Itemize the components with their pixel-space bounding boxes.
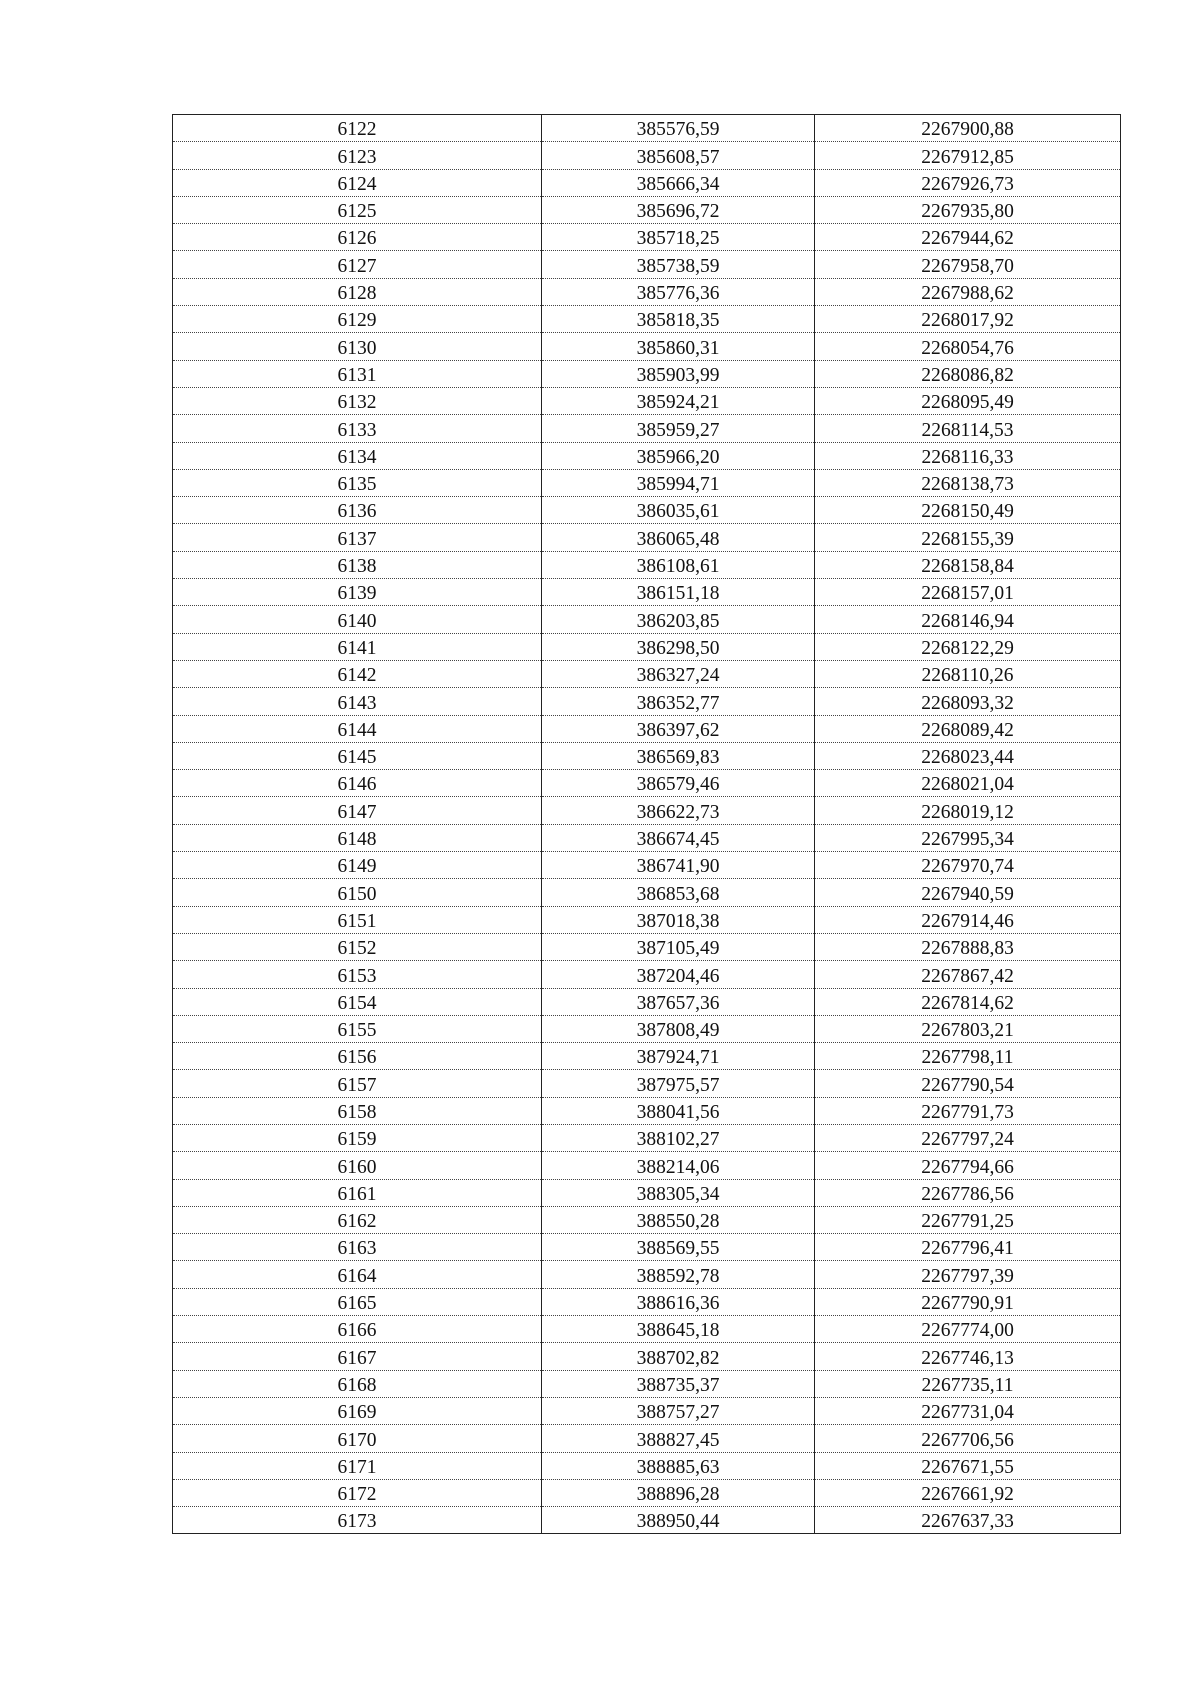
x-coordinate-cell: 386327,24 (542, 660, 815, 687)
x-coordinate-cell: 385860,31 (542, 333, 815, 360)
point-number-cell: 6146 (173, 770, 542, 797)
point-number-cell: 6138 (173, 551, 542, 578)
table-row (173, 442, 1121, 469)
table-row (173, 1425, 1121, 1452)
table-row (173, 824, 1121, 851)
table-row (173, 606, 1121, 633)
point-number-cell: 6153 (173, 961, 542, 988)
table-row (173, 251, 1121, 278)
y-coordinate-cell: 2267940,59 (815, 879, 1121, 906)
table-row (173, 169, 1121, 196)
y-coordinate-cell: 2267671,55 (815, 1452, 1121, 1479)
x-coordinate-cell: 388569,55 (542, 1234, 815, 1261)
point-number-cell: 6172 (173, 1479, 542, 1506)
y-coordinate-cell: 2268157,01 (815, 579, 1121, 606)
y-coordinate-cell: 2268089,42 (815, 715, 1121, 742)
point-number-cell: 6156 (173, 1043, 542, 1070)
table-row (173, 196, 1121, 223)
x-coordinate-cell: 387924,71 (542, 1043, 815, 1070)
point-number-cell: 6148 (173, 824, 542, 851)
point-number-cell: 6155 (173, 1015, 542, 1042)
point-number-cell: 6127 (173, 251, 542, 278)
table-row (173, 1370, 1121, 1397)
x-coordinate-cell: 388645,18 (542, 1316, 815, 1343)
table-row (173, 633, 1121, 660)
x-coordinate-cell: 385903,99 (542, 360, 815, 387)
y-coordinate-cell: 2267637,33 (815, 1507, 1121, 1534)
x-coordinate-cell: 388702,82 (542, 1343, 815, 1370)
point-number-cell: 6124 (173, 169, 542, 196)
table-row (173, 1043, 1121, 1070)
y-coordinate-cell: 2267746,13 (815, 1343, 1121, 1370)
y-coordinate-cell: 2268158,84 (815, 551, 1121, 578)
point-number-cell: 6126 (173, 224, 542, 251)
y-coordinate-cell: 2268138,73 (815, 469, 1121, 496)
x-coordinate-cell: 386397,62 (542, 715, 815, 742)
x-coordinate-cell: 385924,21 (542, 387, 815, 414)
table-row (173, 660, 1121, 687)
point-number-cell: 6160 (173, 1152, 542, 1179)
x-coordinate-cell: 387018,38 (542, 906, 815, 933)
y-coordinate-cell: 2267935,80 (815, 196, 1121, 223)
x-coordinate-cell: 388885,63 (542, 1452, 815, 1479)
x-coordinate-cell: 386352,77 (542, 688, 815, 715)
y-coordinate-cell: 2267798,11 (815, 1043, 1121, 1070)
table-row (173, 1479, 1121, 1506)
x-coordinate-cell: 387975,57 (542, 1070, 815, 1097)
x-coordinate-cell: 385994,71 (542, 469, 815, 496)
point-number-cell: 6128 (173, 278, 542, 305)
table-row (173, 1343, 1121, 1370)
x-coordinate-cell: 386035,61 (542, 497, 815, 524)
point-number-cell: 6173 (173, 1507, 542, 1534)
table-row (173, 770, 1121, 797)
table-row (173, 797, 1121, 824)
table-row (173, 906, 1121, 933)
table-row (173, 306, 1121, 333)
table-row (173, 551, 1121, 578)
table-row (173, 1316, 1121, 1343)
point-number-cell: 6170 (173, 1425, 542, 1452)
table-row (173, 1507, 1121, 1534)
x-coordinate-cell: 388950,44 (542, 1507, 815, 1534)
coordinates-table (172, 114, 1121, 1534)
y-coordinate-cell: 2267912,85 (815, 142, 1121, 169)
y-coordinate-cell: 2268114,53 (815, 415, 1121, 442)
table-row (173, 1015, 1121, 1042)
table-row (173, 1234, 1121, 1261)
point-number-cell: 6132 (173, 387, 542, 414)
table-row (173, 852, 1121, 879)
x-coordinate-cell: 386622,73 (542, 797, 815, 824)
point-number-cell: 6161 (173, 1179, 542, 1206)
x-coordinate-cell: 386108,61 (542, 551, 815, 578)
table-row (173, 115, 1121, 142)
y-coordinate-cell: 2268146,94 (815, 606, 1121, 633)
y-coordinate-cell: 2267731,04 (815, 1397, 1121, 1424)
point-number-cell: 6130 (173, 333, 542, 360)
point-number-cell: 6150 (173, 879, 542, 906)
y-coordinate-cell: 2268021,04 (815, 770, 1121, 797)
table-row (173, 933, 1121, 960)
y-coordinate-cell: 2267794,66 (815, 1152, 1121, 1179)
point-number-cell: 6144 (173, 715, 542, 742)
y-coordinate-cell: 2268122,29 (815, 633, 1121, 660)
point-number-cell: 6162 (173, 1206, 542, 1233)
point-number-cell: 6140 (173, 606, 542, 633)
table-row (173, 142, 1121, 169)
x-coordinate-cell: 388305,34 (542, 1179, 815, 1206)
table-row (173, 524, 1121, 551)
y-coordinate-cell: 2267814,62 (815, 988, 1121, 1015)
x-coordinate-cell: 386569,83 (542, 742, 815, 769)
x-coordinate-cell: 385776,36 (542, 278, 815, 305)
x-coordinate-cell: 386298,50 (542, 633, 815, 660)
point-number-cell: 6151 (173, 906, 542, 933)
point-number-cell: 6169 (173, 1397, 542, 1424)
point-number-cell: 6141 (173, 633, 542, 660)
y-coordinate-cell: 2267786,56 (815, 1179, 1121, 1206)
point-number-cell: 6143 (173, 688, 542, 715)
y-coordinate-cell: 2267797,39 (815, 1261, 1121, 1288)
point-number-cell: 6154 (173, 988, 542, 1015)
y-coordinate-cell: 2267888,83 (815, 933, 1121, 960)
x-coordinate-cell: 386579,46 (542, 770, 815, 797)
x-coordinate-cell: 385608,57 (542, 142, 815, 169)
x-coordinate-cell: 388041,56 (542, 1097, 815, 1124)
y-coordinate-cell: 2268019,12 (815, 797, 1121, 824)
table-row (173, 469, 1121, 496)
point-number-cell: 6131 (173, 360, 542, 387)
y-coordinate-cell: 2267791,73 (815, 1097, 1121, 1124)
point-number-cell: 6136 (173, 497, 542, 524)
table-row (173, 224, 1121, 251)
table-row (173, 1124, 1121, 1151)
x-coordinate-cell: 386151,18 (542, 579, 815, 606)
x-coordinate-cell: 388616,36 (542, 1288, 815, 1315)
x-coordinate-cell: 386065,48 (542, 524, 815, 551)
x-coordinate-cell: 385818,35 (542, 306, 815, 333)
x-coordinate-cell: 387657,36 (542, 988, 815, 1015)
y-coordinate-cell: 2267995,34 (815, 824, 1121, 851)
table-row (173, 497, 1121, 524)
y-coordinate-cell: 2267706,56 (815, 1425, 1121, 1452)
x-coordinate-cell: 387204,46 (542, 961, 815, 988)
x-coordinate-cell: 388896,28 (542, 1479, 815, 1506)
x-coordinate-cell: 387105,49 (542, 933, 815, 960)
x-coordinate-cell: 388550,28 (542, 1206, 815, 1233)
y-coordinate-cell: 2267661,92 (815, 1479, 1121, 1506)
point-number-cell: 6123 (173, 142, 542, 169)
point-number-cell: 6166 (173, 1316, 542, 1343)
point-number-cell: 6147 (173, 797, 542, 824)
point-number-cell: 6139 (173, 579, 542, 606)
y-coordinate-cell: 2268150,49 (815, 497, 1121, 524)
x-coordinate-cell: 388592,78 (542, 1261, 815, 1288)
y-coordinate-cell: 2268093,32 (815, 688, 1121, 715)
x-coordinate-cell: 385666,34 (542, 169, 815, 196)
table-row (173, 1397, 1121, 1424)
table-row (173, 387, 1121, 414)
table-row (173, 579, 1121, 606)
table-row (173, 1070, 1121, 1097)
point-number-cell: 6158 (173, 1097, 542, 1124)
x-coordinate-cell: 385696,72 (542, 196, 815, 223)
table-row (173, 278, 1121, 305)
y-coordinate-cell: 2267988,62 (815, 278, 1121, 305)
table-row (173, 333, 1121, 360)
point-number-cell: 6171 (173, 1452, 542, 1479)
y-coordinate-cell: 2268054,76 (815, 333, 1121, 360)
x-coordinate-cell: 388827,45 (542, 1425, 815, 1452)
table-row (173, 360, 1121, 387)
point-number-cell: 6163 (173, 1234, 542, 1261)
y-coordinate-cell: 2267735,11 (815, 1370, 1121, 1397)
table-row (173, 879, 1121, 906)
point-number-cell: 6149 (173, 852, 542, 879)
y-coordinate-cell: 2267797,24 (815, 1124, 1121, 1151)
y-coordinate-cell: 2267796,41 (815, 1234, 1121, 1261)
x-coordinate-cell: 386853,68 (542, 879, 815, 906)
table-row (173, 715, 1121, 742)
y-coordinate-cell: 2267791,25 (815, 1206, 1121, 1233)
x-coordinate-cell: 385738,59 (542, 251, 815, 278)
point-number-cell: 6135 (173, 469, 542, 496)
table-row (173, 961, 1121, 988)
x-coordinate-cell: 388214,06 (542, 1152, 815, 1179)
y-coordinate-cell: 2267944,62 (815, 224, 1121, 251)
y-coordinate-cell: 2268110,26 (815, 660, 1121, 687)
coordinates-table-body (173, 115, 1121, 1534)
point-number-cell: 6142 (173, 660, 542, 687)
y-coordinate-cell: 2268017,92 (815, 306, 1121, 333)
y-coordinate-cell: 2268086,82 (815, 360, 1121, 387)
y-coordinate-cell: 2267867,42 (815, 961, 1121, 988)
table-row (173, 1288, 1121, 1315)
x-coordinate-cell: 385959,27 (542, 415, 815, 442)
table-row (173, 1261, 1121, 1288)
y-coordinate-cell: 2268155,39 (815, 524, 1121, 551)
point-number-cell: 6159 (173, 1124, 542, 1151)
point-number-cell: 6164 (173, 1261, 542, 1288)
y-coordinate-cell: 2267900,88 (815, 115, 1121, 142)
y-coordinate-cell: 2267958,70 (815, 251, 1121, 278)
point-number-cell: 6157 (173, 1070, 542, 1097)
y-coordinate-cell: 2267803,21 (815, 1015, 1121, 1042)
point-number-cell: 6133 (173, 415, 542, 442)
x-coordinate-cell: 386674,45 (542, 824, 815, 851)
x-coordinate-cell: 386203,85 (542, 606, 815, 633)
point-number-cell: 6152 (173, 933, 542, 960)
y-coordinate-cell: 2267914,46 (815, 906, 1121, 933)
table-row (173, 988, 1121, 1015)
table-row (173, 1097, 1121, 1124)
y-coordinate-cell: 2267790,54 (815, 1070, 1121, 1097)
x-coordinate-cell: 385718,25 (542, 224, 815, 251)
x-coordinate-cell: 388757,27 (542, 1397, 815, 1424)
table-row (173, 1206, 1121, 1233)
table-row (173, 415, 1121, 442)
table-row (173, 742, 1121, 769)
point-number-cell: 6134 (173, 442, 542, 469)
point-number-cell: 6145 (173, 742, 542, 769)
point-number-cell: 6125 (173, 196, 542, 223)
x-coordinate-cell: 388102,27 (542, 1124, 815, 1151)
x-coordinate-cell: 385576,59 (542, 115, 815, 142)
x-coordinate-cell: 387808,49 (542, 1015, 815, 1042)
x-coordinate-cell: 385966,20 (542, 442, 815, 469)
x-coordinate-cell: 386741,90 (542, 852, 815, 879)
y-coordinate-cell: 2268095,49 (815, 387, 1121, 414)
y-coordinate-cell: 2267774,00 (815, 1316, 1121, 1343)
point-number-cell: 6137 (173, 524, 542, 551)
table-row (173, 688, 1121, 715)
point-number-cell: 6168 (173, 1370, 542, 1397)
y-coordinate-cell: 2267926,73 (815, 169, 1121, 196)
y-coordinate-cell: 2267970,74 (815, 852, 1121, 879)
y-coordinate-cell: 2267790,91 (815, 1288, 1121, 1315)
table-row (173, 1152, 1121, 1179)
table-row (173, 1452, 1121, 1479)
table-row (173, 1179, 1121, 1206)
point-number-cell: 6129 (173, 306, 542, 333)
y-coordinate-cell: 2268023,44 (815, 742, 1121, 769)
point-number-cell: 6165 (173, 1288, 542, 1315)
x-coordinate-cell: 388735,37 (542, 1370, 815, 1397)
point-number-cell: 6122 (173, 115, 542, 142)
point-number-cell: 6167 (173, 1343, 542, 1370)
y-coordinate-cell: 2268116,33 (815, 442, 1121, 469)
